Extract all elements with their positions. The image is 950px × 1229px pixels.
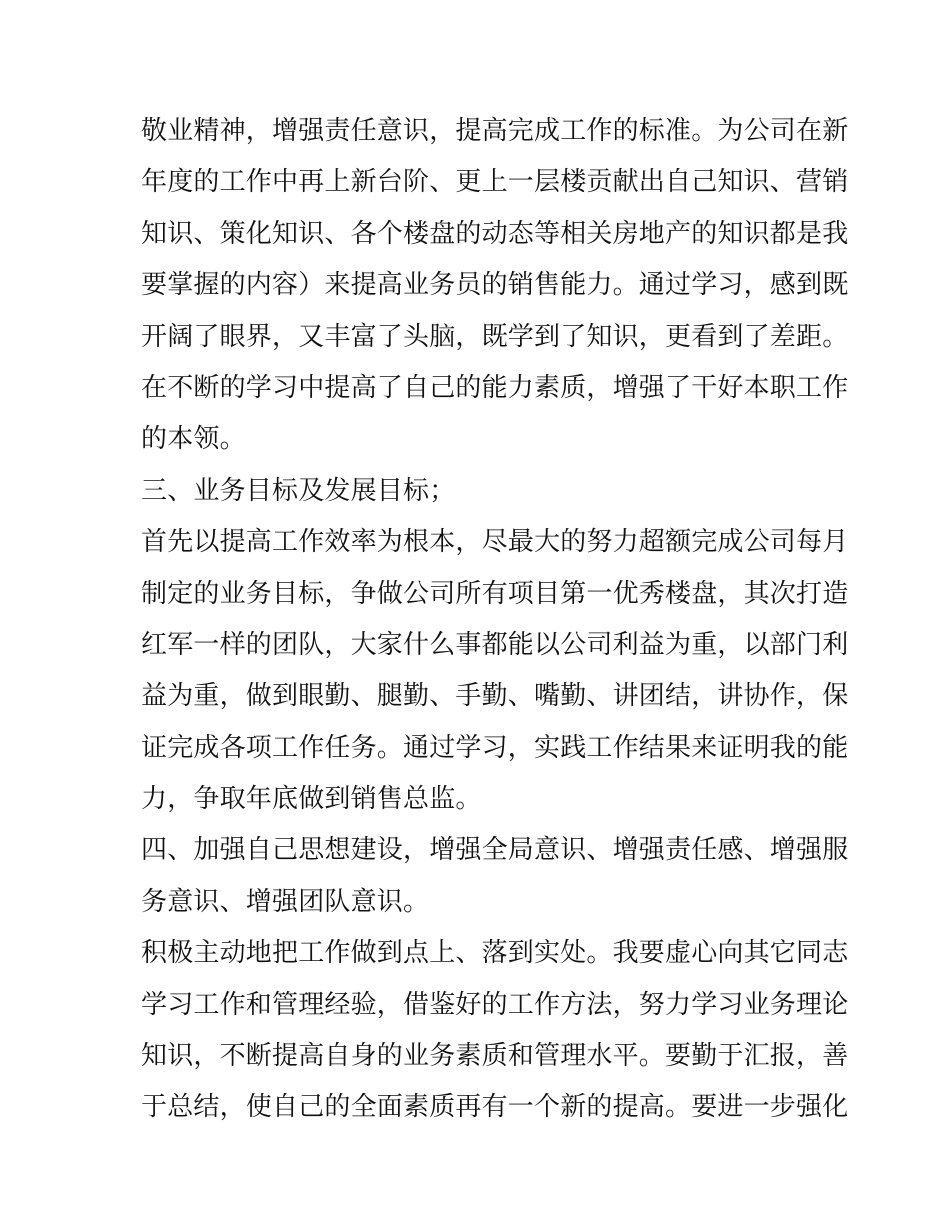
- text-line: 开阔了眼界，又丰富了头脑，既学到了知识，更看到了差距。: [141, 321, 849, 352]
- section-heading-3: 三、业务目标及发展目标；: [141, 475, 456, 506]
- text-line: 年度的工作中再上新台阶、更上一层楼贡献出自己知识、营销: [141, 167, 849, 198]
- text-line: 红军一样的团队，大家什么事都能以公司利益为重，以部门利: [141, 629, 849, 660]
- text-line: 学习工作和管理经验，借鉴好的工作方法，努力学习业务理论: [141, 989, 849, 1020]
- section-heading-4-cont: 务意识、增强团队意识。: [141, 886, 430, 917]
- text-line: 益为重，做到眼勤、腿勤、手勤、嘴勤、讲团结，讲协作，保: [141, 681, 849, 712]
- text-line: 力，争取年底做到销售总监。: [141, 784, 482, 815]
- text-line: 敬业精神，增强责任意识，提高完成工作的标准。为公司在新: [141, 116, 849, 146]
- text-line: 知识、策化知识、各个楼盘的动态等相关房地产的知识都是我: [141, 218, 849, 249]
- text-line: 制定的业务目标，争做公司所有项目第一优秀楼盘，其次打造: [141, 578, 849, 609]
- text-line: 知识，不断提高自身的业务素质和管理水平。要勤于汇报，善: [141, 1041, 849, 1072]
- text-line: 积极主动地把工作做到点上、落到实处。我要虚心向其它同志: [141, 938, 849, 969]
- document-body: [141, 106, 849, 1134]
- text-line: 在不断的学习中提高了自己的能力素质，增强了干好本职工作: [141, 372, 849, 403]
- text-line: 要掌握的内容）来提高业务员的销售能力。通过学习，感到既: [141, 270, 849, 301]
- section-heading-4: 四、加强自己思想建设，增强全局意识、增强责任感、增强服: [141, 835, 849, 866]
- text-line: 于总结，使自己的全面素质再有一个新的提高。要进一步强化: [141, 1092, 849, 1123]
- text-line: 首先以提高工作效率为根本，尽最大的努力超额完成公司每月: [141, 527, 849, 558]
- text-line: 的本领。: [141, 424, 246, 455]
- text-line: 证完成各项工作任务。通过学习，实践工作结果来证明我的能: [141, 732, 849, 763]
